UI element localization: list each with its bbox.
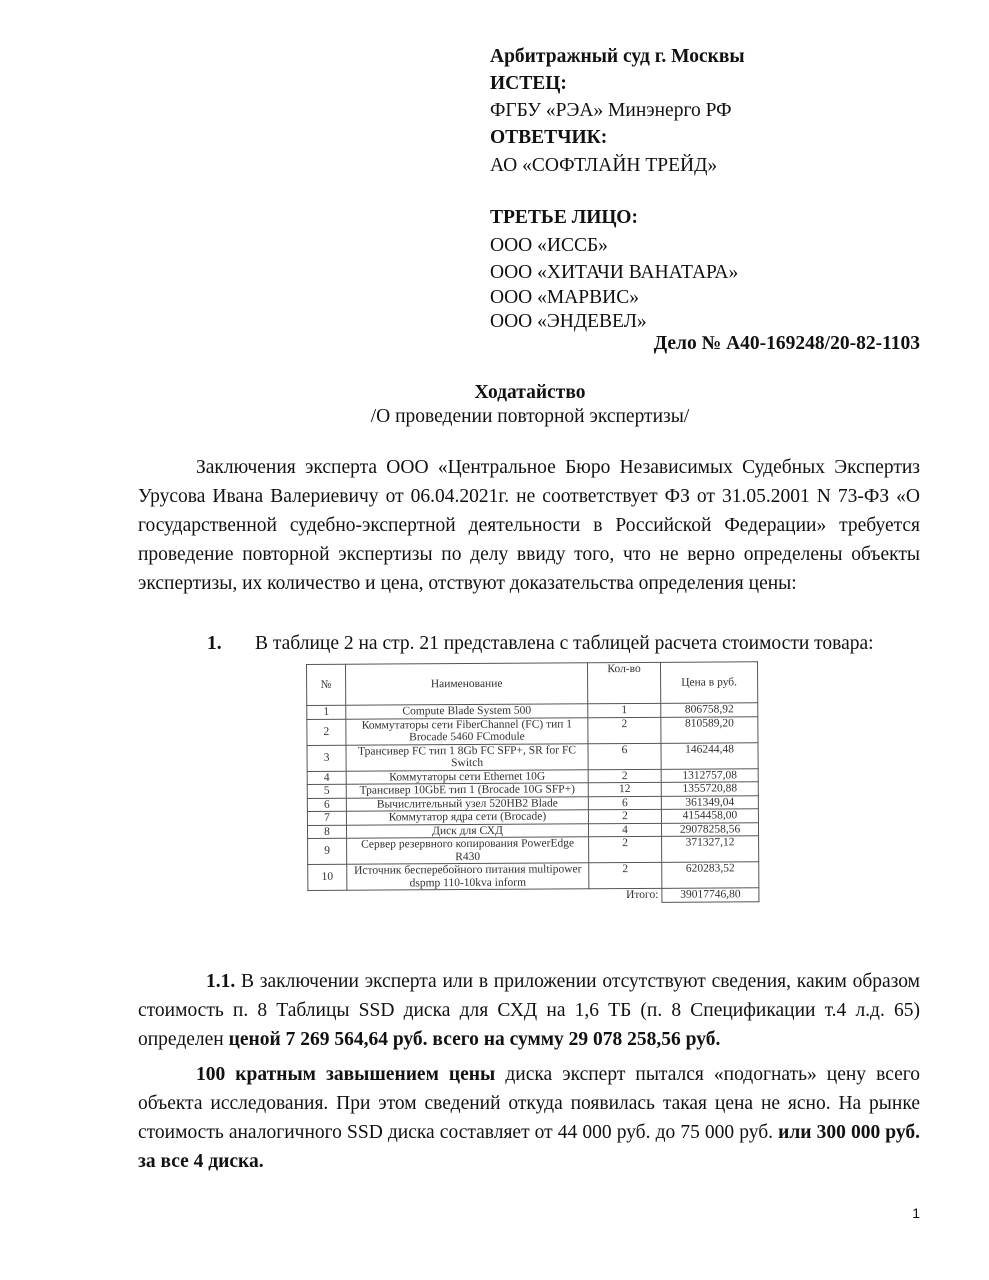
cost-table <box>306 661 759 904</box>
table-row <box>307 742 758 771</box>
paragraph-overprice-text: диска эксперт пытался «подогнать» цену всего объекта исследования. При этом сведений откуда появилась такая цена не ясно. На рынке стоимость аналогичного SSD диска составляет от 44 000 руб. до 75 000 руб. <box>138 1064 920 1143</box>
document-subtitle: /О проведении повторной экспертизы/ <box>370 406 690 427</box>
defendant-name: АО «СОФТЛАЙН ТРЕЙД» <box>490 155 718 176</box>
total-value: 39017746,80 <box>662 888 759 902</box>
case-number: Дело № А40-169248/20-82-1103 <box>653 333 920 354</box>
row-number: 5 <box>307 784 346 798</box>
list-item-1-number: 1. <box>207 633 222 654</box>
row-number: 2 <box>307 719 346 745</box>
row-name: Вычислительный узел 520HB2 Blade <box>346 796 588 811</box>
intro-paragraph <box>138 453 920 598</box>
page-number: 1 <box>912 1205 920 1221</box>
document-title: Ходатайство <box>474 382 586 403</box>
paragraph-overprice <box>138 1060 920 1176</box>
row-qty: 12 <box>588 782 661 796</box>
paragraph-1-1-number: 1.1. <box>206 971 236 992</box>
row-qty: 2 <box>588 809 661 823</box>
court-name: Арбитражный суд г. Москвы <box>490 46 745 67</box>
col-header-name: Наименование <box>346 663 588 705</box>
row-qty: 2 <box>589 862 662 888</box>
row-qty: 2 <box>588 769 661 783</box>
row-name: Compute Blade System 500 <box>346 704 588 719</box>
row-number: 1 <box>307 705 346 719</box>
row-number: 8 <box>307 825 346 839</box>
row-name: Сервер резервного копирования PowerEdge R430 <box>347 837 589 864</box>
paragraph-1-1-bold: ценой 7 269 564,64 руб. всего на сумму 29 078 258,56 руб. <box>228 1029 721 1050</box>
row-number: 7 <box>307 811 346 825</box>
list-item-1 <box>207 633 874 655</box>
scanned-table-image <box>306 664 764 960</box>
row-number: 4 <box>307 771 346 785</box>
row-number: 6 <box>307 798 346 812</box>
plaintiff-name: ФГБУ «РЭА» Минэнерго РФ <box>490 100 732 121</box>
row-name: Коммутаторы сети Ethernet 10G <box>346 769 588 784</box>
paragraph-1-1-text: В заключении эксперта или в приложении отсутствуют сведения, каким образом стоимость п. 8 Таблицы SSD диска для СХД на 1,6 ТБ (п. 8 Спецификации т.4 л.д. 65) определен <box>138 971 920 1050</box>
row-price: 4154458,00 <box>661 809 758 823</box>
row-qty: 2 <box>589 836 662 862</box>
row-price: 146244,48 <box>661 742 758 769</box>
row-qty: 1 <box>588 703 661 717</box>
defendant-label: ОТВЕТЧИК: <box>490 127 608 148</box>
plaintiff-label: ИСТЕЦ: <box>490 73 567 94</box>
row-name: Коммутаторы сети FiberChannel (FC) тип 1 Brocade 5460 FCmodule <box>346 717 588 744</box>
row-price: 1355720,88 <box>661 782 758 796</box>
row-name: Диск для СХД <box>346 823 588 838</box>
third-party-label: ТРЕТЬЕ ЛИЦО: <box>490 207 638 228</box>
row-price: 620283,52 <box>662 862 759 889</box>
row-name: Источник бесперебойного питания multipower dspmp 110-10kva inform <box>347 863 589 890</box>
paragraph-overprice-bold-b: или 300 000 руб. за все 4 диска. <box>138 1122 920 1172</box>
col-header-qty: Кол-во <box>587 662 660 703</box>
col-header-price: Цена в руб. <box>660 662 757 704</box>
third-party-4: ООО «ЭНДЕВЕЛ» <box>490 311 647 332</box>
row-price: 810589,20 <box>661 716 758 743</box>
col-header-num: № <box>307 664 346 705</box>
row-name: Коммутатор ядра сети (Brocade) <box>346 810 588 825</box>
row-name: Трансивер FC тип 1 8Gb FC SFP+, SR for FC Switch <box>346 743 588 770</box>
third-party-2: ООО «ХИТАЧИ ВАНАТАРА» <box>490 262 739 283</box>
third-party-1: ООО «ИССБ» <box>490 235 608 256</box>
row-number: 3 <box>307 745 346 771</box>
paragraph-overprice-bold-a: 100 кратным завышением цены <box>196 1064 496 1085</box>
table-row <box>308 862 759 891</box>
row-price: 361349,04 <box>661 795 758 809</box>
intro-text: Заключения эксперта ООО «Центральное Бюро Независимых Судебных Экспертиз Урусова Ивана Валериевичу от 06.04.2021г. не соответствует ФЗ от 31.05.2001 N 73-ФЗ «О государственной судебно-экспертной деятельности в Российской Федерации» требуется проведение повторной экспертизы по делу ввиду того, что не верно определены объекты экспертизы, их количество и цена, отствуют доказательства определения цены: <box>138 457 920 594</box>
table-row <box>308 836 759 865</box>
row-name: Трансивер 10GbE тип 1 (Brocade 10G SFP+) <box>346 783 588 798</box>
row-price: 1312757,08 <box>661 768 758 782</box>
table-row <box>307 716 758 745</box>
row-price: 371327,12 <box>662 836 759 863</box>
table-total-row <box>308 888 759 904</box>
row-qty: 4 <box>588 823 661 837</box>
row-price: 29078258,56 <box>661 822 758 836</box>
table-header-row <box>307 662 758 706</box>
third-party-3: ООО «МАРВИС» <box>490 287 639 308</box>
row-qty: 6 <box>588 743 661 769</box>
total-label: Итого: <box>626 889 659 902</box>
list-item-1-text: В таблице 2 на стр. 21 представлена с таблицей расчета стоимости товара: <box>255 633 874 654</box>
paragraph-1-1 <box>138 967 920 1054</box>
row-qty: 6 <box>588 796 661 810</box>
row-number: 9 <box>308 838 347 864</box>
row-number: 10 <box>308 864 347 890</box>
row-qty: 2 <box>588 717 661 743</box>
row-price: 806758,92 <box>661 703 758 717</box>
